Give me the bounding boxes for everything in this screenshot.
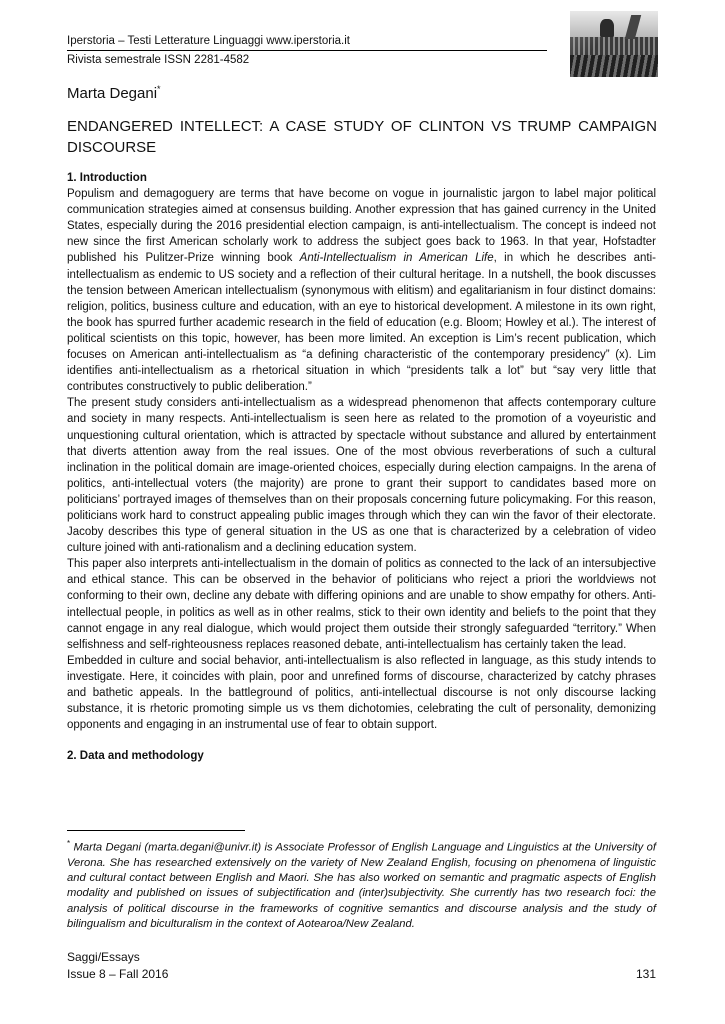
footnote-rule (67, 830, 245, 831)
issn-line: Rivista semestrale ISSN 2281-4582 (67, 54, 250, 66)
photo-figure (600, 19, 614, 37)
journal-line: Iperstoria – Testi Letterature Linguaggi www.iperstoria.it (67, 35, 350, 47)
photo-sky (570, 11, 658, 37)
page-footer (67, 949, 168, 983)
section-heading-data-methodology: 2. Data and methodology (67, 750, 204, 763)
book-title: Anti-Intellectualism in American Life (299, 252, 494, 265)
page-number: 131 (635, 967, 656, 981)
running-head (67, 34, 547, 67)
paragraph-1-part-b: , in which he describes anti-intellectualism as endemic to US society and a reflection of their cultural heritage. In a nutshell, the book discusses the tension between American intellectualism (synonymous with elitism) and egalitarianism in four distinct domains: religion, politics, business culture and education, with an eye to historical development. A milestone in its own right, the book has spurred further academic research in the field of education (e.g. Bloom; Howley et al.). The interest of political scientists on this topic, however, has been more limited. An exception is Lim’s recent publication, which focuses on American anti-intellectualism as “a defining characteristic of the contemporary presidency” (x). Lim identifies anti-intellectualism as a rhetorical situation in which “presidents talk a lot” but “say very little that contributes constructively to public deliberation.” (67, 252, 656, 394)
section-heading-introduction: 1. Introduction (67, 172, 147, 184)
paragraph-2: The present study considers anti-intellectualism as a widespread phenomenon that affects contemporary culture and society in many respects. Anti-intellectualism is seen here as related to the promotion of a voyeuristic and unquestioning cultural orientation, which is attracted by spectacle without substance and allured by entertainment that diverts attention away from the real issues. One of the most obvious reverberations of such a cultural inclination in the political domain are image-oriented choices, especially during election campaigns. In the arena of politics, anti-intellectual voters (the majority) are prone to grant their support to candidates based more on politicians’ portrayed images of themselves than on their proposals concerning future policymaking. For this reason, politicians work hard to construct appealing public images through which they can win the favor of their electorate. Jacoby describes this type of general situation in the US as one that is characterized by a celebration of video culture joined with anti-rationalism and a declining education system. (67, 397, 656, 555)
journal-header-photo (570, 11, 658, 77)
article-title: ENDANGERED INTELLECT: A CASE STUDY OF CLINTON VS TRUMP CAMPAIGN DISCOURSE (67, 118, 657, 156)
footer-section-label: Saggi/Essays (67, 950, 140, 964)
footer-issue-label: Issue 8 – Fall 2016 (67, 967, 169, 981)
footnote-marker: * (67, 839, 71, 848)
header-rule (67, 50, 547, 51)
paragraph-1-part-a: Populism and demagoguery are terms that have become on vogue in journalistic jargon to label major political communication strategies aimed at consensus building. Another expression that has gained currency in the United States, especially during the 2016 presidential election campaign, is anti-intellectualism. The concept is indeed not new since the first American scholarly work to address the subject goes back to 1963. In that year, Hofstadter published his Pulitzer-Prize winning book (67, 188, 656, 265)
photo-ground (570, 55, 658, 77)
paragraph-1 (67, 186, 656, 395)
paragraph-4: Embedded in culture and social behavior, anti-intellectualism is also reflected in language, as this study intends to investigate. Here, it coincides with plain, poor and unrefined forms of discourse, characterized by catchy phrases and bathetic appeals. In the battleground of politics, anti-intellectual discourse is not only discourse lacking substance, it is rhetoric promoting simple us vs them dichotomies, celebrating the cult of personality, demonizing opponents and engaging in an instrumental use of fear to obtain support. (67, 654, 656, 732)
author-footnote (67, 836, 656, 932)
footnote-text: Marta Degani (marta.degani@univr.it) is Associate Professor of English Language and Linguistics at the University of Verona. She has researched extensively on the variety of New Zealand English, focusing on phenomena of linguistic and cultural contact between English and Maori. She has also worked on semantic and pragmatic aspects of English modality and published on issues of subjectification and (inter)subjectivity. She currently has two research foci: the analysis of political discourse in the frameworks of cognitive semantics and discourse analysis and the study of bilingualism and biculturalism in the context of Aotearoa/New Zealand. (67, 841, 657, 930)
author-name: Marta Degani (67, 85, 158, 102)
article-body (67, 170, 656, 764)
paragraph-3: This paper also interprets anti-intellectualism in the domain of politics as connected to the lack of an intersubjective and ethical stance. This can be observed in the behavior of politicians who reject a priori the worldviews not conforming to their own, decline any debate with differing opinions and are unable to show empathy for others. Anti-intellectual people, in politics as well as in other realms, stick to their own identity and beliefs to the point that they cannot engage in any real dialogue, which would project them outside their strongly safeguarded “territory.” When selfishness and self-righteousness replaces reasoned debate, anti-intellectualism has certainly taken the lead. (67, 558, 656, 651)
author-footnote-marker[interactable]: * (157, 84, 161, 94)
author-name-line (67, 84, 161, 102)
